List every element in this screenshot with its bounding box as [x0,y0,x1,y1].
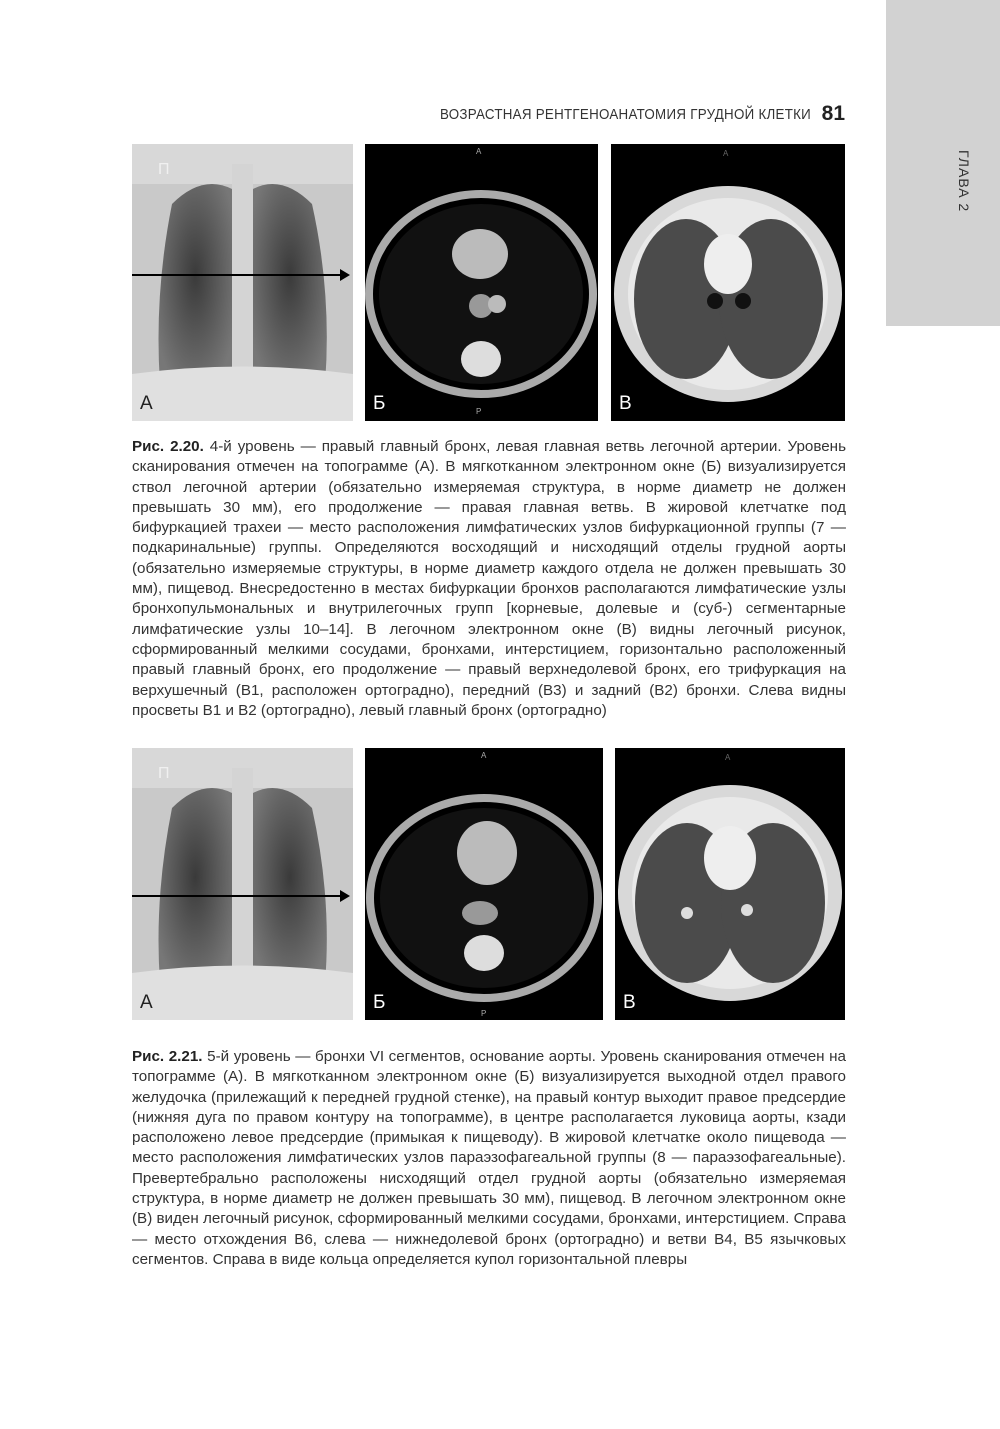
fig-2-20-panel-a-xray [132,144,353,421]
chest-xray-image [132,748,353,1020]
xray-side-marker: П [158,161,170,178]
caption-text: 5-й уровень — бронхи VI сегментов, основание аорты. Уровень сканирования отмечен на топограмме (А). В мягкотканном электронном окне (Б) визуализируется выходной отдел правого желудочка (прилежащий к передней грудной стенке), на правый контур выходит правое предсердие (нижняя дуга по правом контуру на топограмме), в центре располагается луковица аорты, кзади расположено левое предсердие (примыкая к пищеводу). В жировой клетчатке около пищевода — место расположения лимфатических узлов параэзофагеальной группы (8 — параэзофагеальные). Превертебрально расположены нисходящий отдел грудной аорты (обязательно измеряемая структура, в норме диаметр не должен превышать 30 мм), пищевод. В легочном электронном окне (В) виден легочный рисунок, сформированный мелкими сосудами, бронхами, интерстицием. Справа — место отхождения В6, слева — нижнедолевой бронх (ортоградно) и ветви В4, В5 язычковых сегментов. Справа в виде кольца определяется купол горизонтальной плевры [132,1048,846,1268]
fig-2-21-panel-c-ct-lung [615,748,845,1020]
ct-lung-window-image [611,144,845,421]
caption-label: Рис. 2.21. [132,1048,203,1065]
panel-label-b: Б [373,393,386,414]
chest-xray-image [132,144,353,421]
page-number: 81 [821,102,845,125]
xray-side-marker: П [158,765,170,782]
fig-2-20-panel-b-ct-soft [365,144,598,421]
panel-label-b: Б [373,992,386,1013]
ct-lung-top-marker: A [723,149,729,158]
panel-label-c: В [623,992,636,1013]
caption-label: Рис. 2.20. [132,438,204,455]
panel-label-c: В [619,393,632,414]
running-header-title: ВОЗРАСТНАЯ РЕНТГЕНОАНАТОМИЯ ГРУДНОЙ КЛЕТКИ [440,107,812,123]
ct-soft-tissue-image [365,144,598,421]
chapter-side-tab [886,0,1000,326]
fig-2-20-panel-c-ct-lung [611,144,845,421]
ct-bottom-marker: P [481,1009,487,1018]
fig-2-21-panel-b-ct-soft [365,748,603,1020]
ct-bottom-marker: P [476,407,482,416]
ct-top-marker: A [481,751,487,760]
panel-label-a: А [140,393,153,414]
running-header [440,104,845,128]
panel-label-a: А [140,992,153,1013]
figure-caption-2-21 [132,1047,846,1270]
caption-text: 4-й уровень — правый главный бронх, левая главная ветвь легочной артерии. Уровень сканирования отмечен на топограмме (А). В мягкотканном электронном окне (Б) визуализируется ствол легочной артерии (обязательно измеряемая структура, в норме диаметр не должен превышать 30 мм), его продолжение — правая главная ветвь. В жировой клетчатке под бифуркацией трахеи — место расположения лимфатических узлов бифуркационной группы (7 — подкаринальные) группы. Определяются восходящий и нисходящий отделы грудной аорты (обязательно измеряемые структуры, в норме диаметр каждого отдела не должен превышать 30 мм), пищевод. Внесредостенно в местах бифуркации бронхов располагаются лимфатические узлы бронхопульмональных и внутрилегочных групп [корневые, долевые и (суб-) сегментарные лимфатические узлы 10–14]. В легочном электронном окне (В) видны легочный рисунок, сформированный мелкими сосудами, бронхами, интерстицием, горизонтально расположенный правый главный бронх, его продолжение — правый верхнедолевой бронх, его трифуркация на верхушечный (В1, расположен ортоградно), передний (В3) и задний (В2) бронхи. Слева видны просветы В1 и В2 (ортоградно), левый главный бронх (ортоградно) [132,438,846,719]
ct-lung-top-marker: A [725,753,731,762]
ct-lung-window-image [615,748,845,1020]
ct-top-marker: A [476,147,482,156]
figure-caption-2-20 [132,437,846,721]
chapter-label: ГЛАВА 2 [956,150,972,213]
fig-2-21-panel-a-xray [132,748,353,1020]
ct-soft-tissue-image [365,748,603,1020]
